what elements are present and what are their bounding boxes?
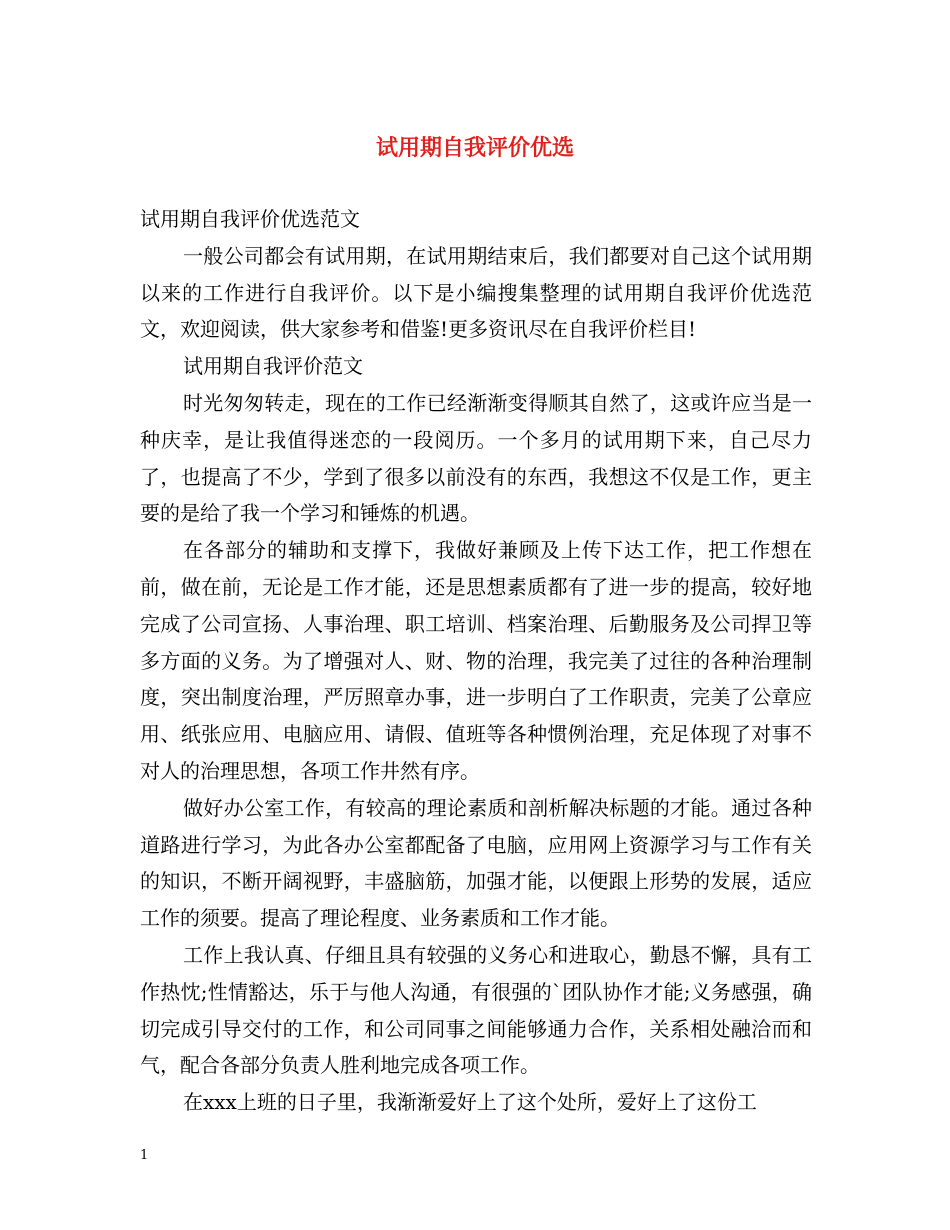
paragraph: 做好办公室工作，有较高的理论素质和剖析解决标题的才能。通过各种道路进行学习，为此各办公室都配备了电脑，应用网上资源学习与工作有关的知识，不断开阔视野，丰盛脑筋，加强才能，以便跟上形势的发展，适应工作的须要。提高了理论程度、业务素质和工作才能。 xyxy=(140,795,812,931)
page-number: 1 xyxy=(140,1148,149,1163)
paragraph-truncated: 在xxx上班的日子里，我渐渐爱好上了这个处所，爱好上了这份工 xyxy=(183,1090,757,1115)
paragraph-intro: 一般公司都会有试用期，在试用期结束后，我们都要对自己这个试用期以来的工作进行自我评价。以下是小编搜集整理的试用期自我评价优选范文，欢迎阅读，供大家参考和借鉴!更多资讯尽在自我评价栏目! xyxy=(140,243,812,342)
document-subtitle: 试用期自我评价优选范文 xyxy=(140,207,360,231)
document-body xyxy=(140,201,812,1121)
paragraph: 工作上我认真、仔细且具有较强的义务心和进取心，勤恳不懈，具有工作热忱;性情豁达，乐于与他人沟通，有很强的`团队协作才能;义务感强，确切完成引导交付的工作，和公司同事之间能够通力合作，关系相处融洽而和气，配合各部分负责人胜利地完成各项工作。 xyxy=(140,942,812,1078)
document-title: 试用期自我评价优选 xyxy=(375,135,574,161)
section-heading: 试用期自我评价范文 xyxy=(183,354,363,379)
paragraph: 在各部分的辅助和支撑下，我做好兼顾及上传下达工作，把工作想在前，做在前，无论是工作才能，还是思想素质都有了进一步的提高，较好地完成了公司宣扬、人事治理、职工培训、档案治理、后勤服务及公司捍卫等多方面的义务。为了增强对人、财、物的治理，我完美了过往的各种治理制度，突出制度治理，严厉照章办事，进一步明白了工作职责，完美了公章应用、纸张应用、电脑应用、请假、值班等各种惯例治理，充足体现了对事不对人的治理思想，各项工作井然有序。 xyxy=(140,538,812,783)
paragraph: 时光匆匆转走，现在的工作已经渐渐变得顺其自然了，这或许应当是一种庆幸，是让我值得迷恋的一段阅历。一个多月的试用期下来，自己尽力了，也提高了不少，学到了很多以前没有的东西，我想这不仅是工作，更主要的是给了我一个学习和锤炼的机遇。 xyxy=(140,390,812,526)
